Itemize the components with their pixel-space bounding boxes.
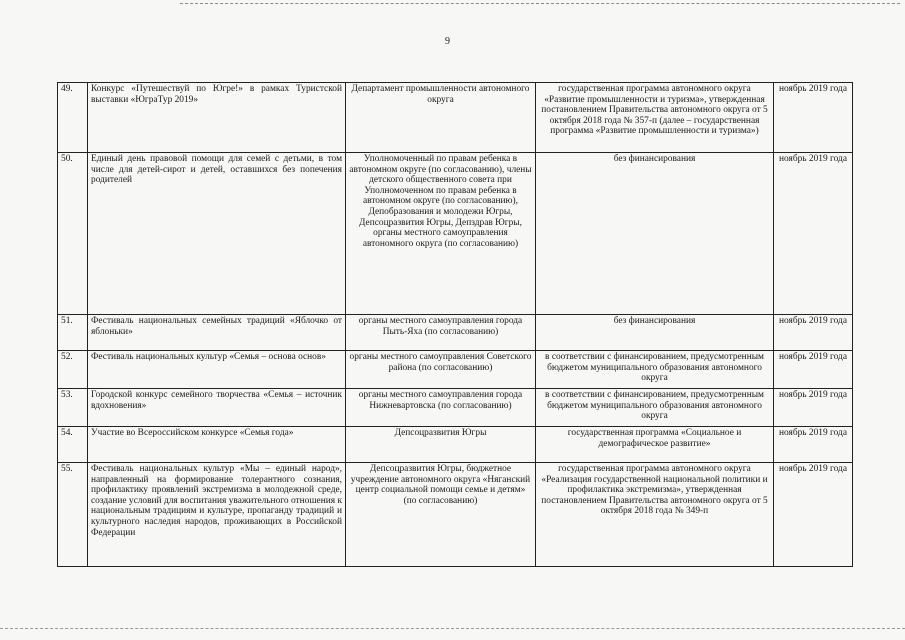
page-number: 9: [445, 36, 450, 47]
row-number: 54.: [58, 427, 88, 463]
row-number: 51.: [58, 315, 88, 351]
row-number: 53.: [58, 389, 88, 427]
table-row: [58, 427, 853, 463]
row-number: 52.: [58, 351, 88, 389]
responsible-executor: Депсоцразвития Югры, бюджетное учреждение автономного округа «Няганский центр социальной помощи семье и детям» (по согласованию): [346, 463, 536, 567]
table-row: [58, 389, 853, 427]
financing-source: государственная программа автономного округа «Реализация государственной национальной политики и профилактика экстремизма», утвержденная постановлением Правительства автономного округа от 5 октября 2018 года № 349-п: [536, 463, 774, 567]
event-name: Фестиваль национальных культур «Мы – единый народ», направленный на формирование толерантного сознания, профилактику проявлений экстремизма в молодежной среде, создание условий для воспитания уважительного отношения к национальным традициям и культуре, пропаганду традиций и культурного наследия народов, проживающих в Российской Федерации: [88, 463, 346, 567]
responsible-executor: органы местного самоуправления города Нижневартовска (по согласованию): [346, 389, 536, 427]
row-number: 55.: [58, 463, 88, 567]
responsible-executor: Депсоцразвития Югры: [346, 427, 536, 463]
financing-source: государственная программа автономного округа «Развитие промышленности и туризма», утвержденная постановлением Правительства автономного округа от 5 октября 2018 года № 357-п (далее – государственная программа «Развитие промышленности и туризма»): [536, 83, 774, 153]
event-name: Фестиваль национальных семейных традиций «Яблочко от яблоньки»: [88, 315, 346, 351]
table-row: [58, 315, 853, 351]
financing-source: без финансирования: [536, 315, 774, 351]
execution-term: ноябрь 2019 года: [774, 83, 853, 153]
table-row: [58, 351, 853, 389]
financing-source: в соответствии с финансированием, предусмотренным бюджетом муниципального образования автономного округа: [536, 351, 774, 389]
execution-term: ноябрь 2019 года: [774, 351, 853, 389]
event-name: Фестиваль национальных культур «Семья – основа основ»: [88, 351, 346, 389]
event-name: Единый день правовой помощи для семей с детьми, в том числе для детей-сирот и детей, оставшихся без попечения родителей: [88, 153, 346, 315]
event-name: Участие во Всероссийском конкурсе «Семья года»: [88, 427, 346, 463]
execution-term: ноябрь 2019 года: [774, 389, 853, 427]
table-row: [58, 153, 853, 315]
responsible-executor: Уполномоченный по правам ребенка в автономном округе (по согласованию), члены детского общественного совета при Уполномоченном по правам ребенка в автономном округе (по согласованию), Депобразования и молодежи Югры, Депсоцразвития Югры, Депздрав Югры, органы местного самоуправления автономного округа (по согласованию): [346, 153, 536, 315]
responsible-executor: Департамент промышленности автономного округа: [346, 83, 536, 153]
event-name: Городской конкурс семейного творчества «Семья – источник вдохновения»: [88, 389, 346, 427]
scan-artifact-bottom: [0, 628, 905, 630]
row-number: 49.: [58, 83, 88, 153]
execution-term: ноябрь 2019 года: [774, 427, 853, 463]
row-number: 50.: [58, 153, 88, 315]
financing-source: в соответствии с финансированием, предусмотренным бюджетом муниципального образования автономного округа: [536, 389, 774, 427]
financing-source: без финансирования: [536, 153, 774, 315]
responsible-executor: органы местного самоуправления города Пыть-Яха (по согласованию): [346, 315, 536, 351]
execution-term: ноябрь 2019 года: [774, 463, 853, 567]
event-name: Конкурс «Путешествуй по Югре!» в рамках Туристской выставки «ЮграТур 2019»: [88, 83, 346, 153]
financing-source: государственная программа «Социальное и демографическое развитие»: [536, 427, 774, 463]
execution-term: ноябрь 2019 года: [774, 315, 853, 351]
responsible-executor: органы местного самоуправления Советского района (по согласованию): [346, 351, 536, 389]
table-row: [58, 83, 853, 153]
events-table: [57, 82, 853, 567]
execution-term: ноябрь 2019 года: [774, 153, 853, 315]
table-row: [58, 463, 853, 567]
scan-artifact-top: [180, 3, 900, 5]
